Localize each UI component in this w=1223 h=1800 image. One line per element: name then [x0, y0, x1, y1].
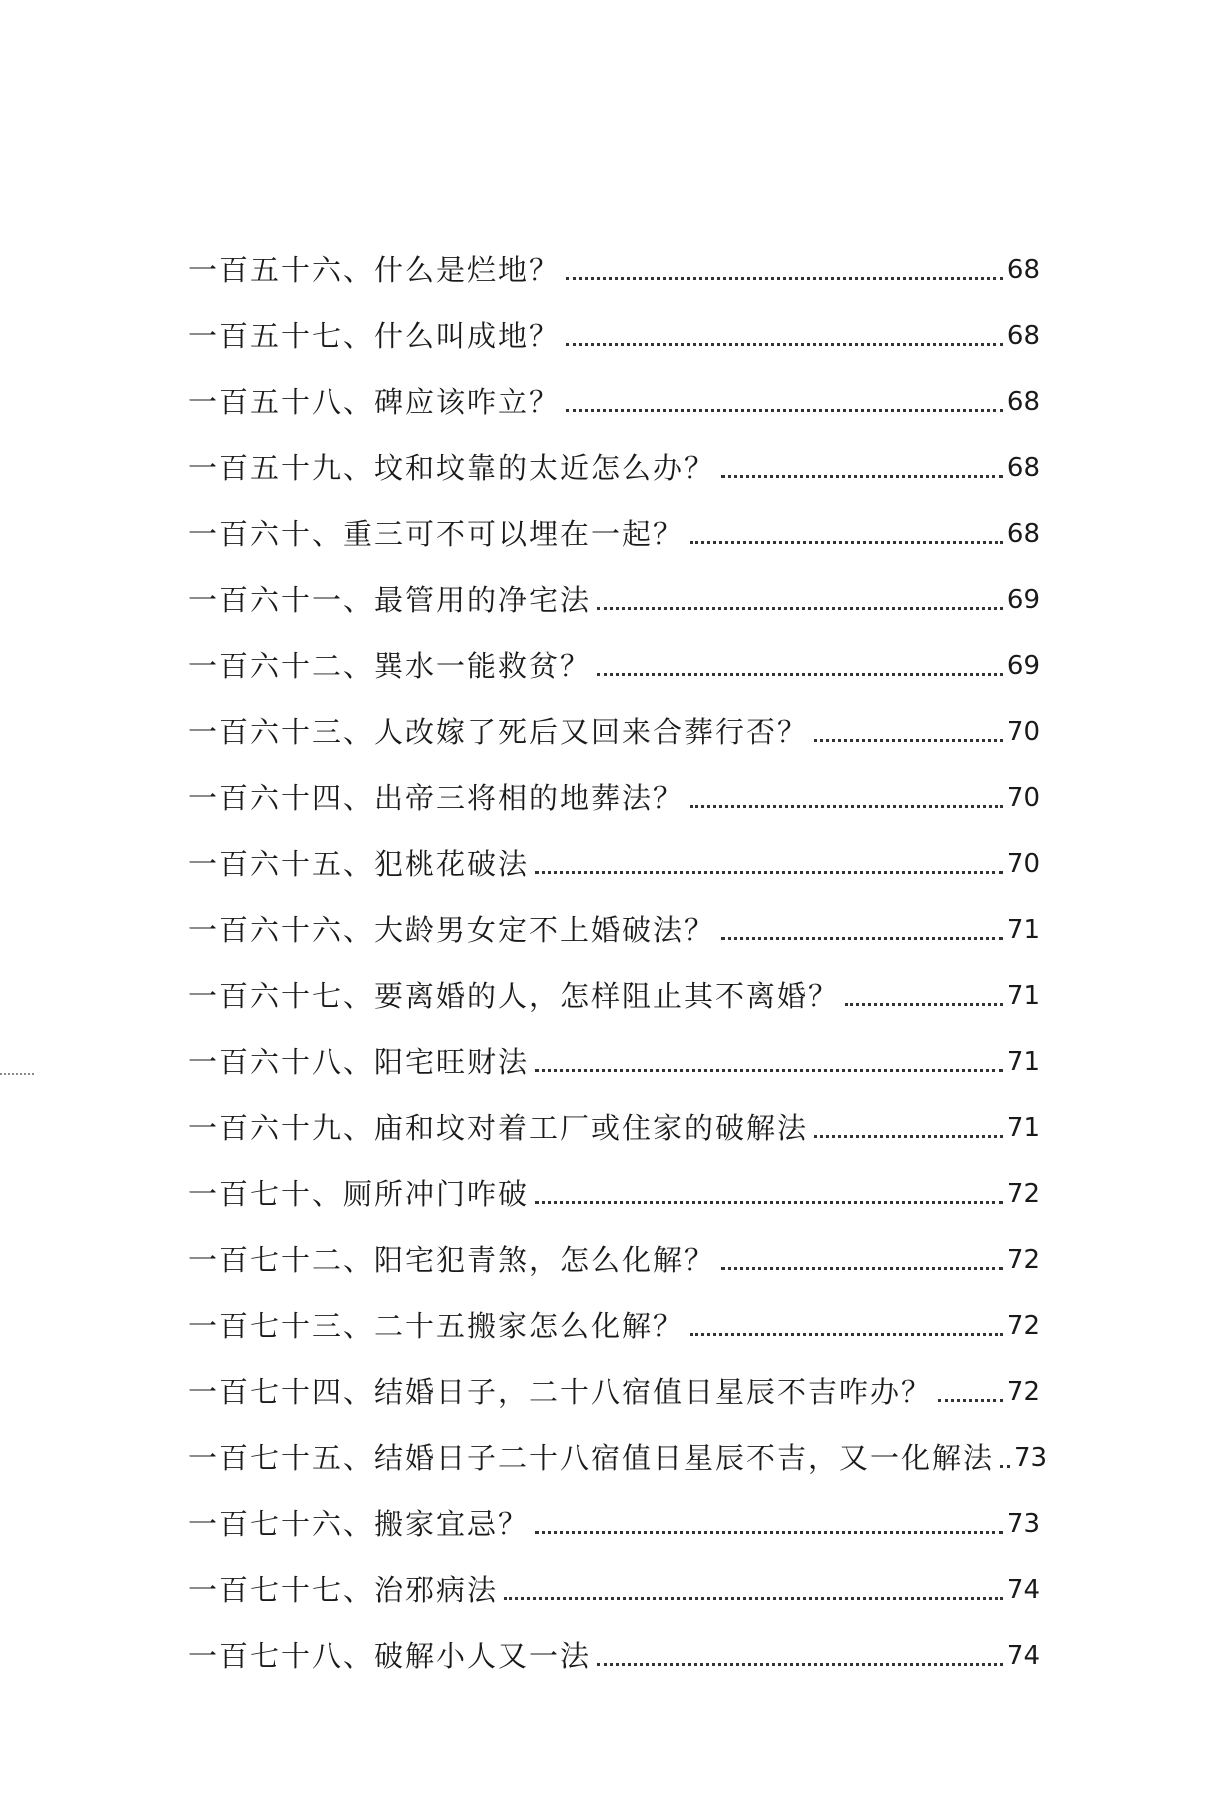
toc-entry-title: 一百五十六、什么是烂地？ — [188, 253, 561, 287]
toc-entry-page-number: 68 — [1006, 387, 1040, 417]
toc-entry-page-number: 68 — [1006, 321, 1040, 351]
toc-entry-title: 一百六十一、最管用的净宅法 — [188, 583, 592, 617]
toc-entry[interactable] — [188, 222, 1040, 288]
toc-entry[interactable] — [188, 750, 1040, 816]
scan-edge-mark — [0, 1073, 34, 1075]
toc-dot-leader — [535, 871, 1003, 874]
toc-entry[interactable] — [188, 288, 1040, 354]
toc-entry-title: 一百七十二、阳宅犯青煞，怎么化解？ — [188, 1243, 716, 1277]
toc-dot-leader — [690, 1333, 1003, 1336]
toc-entry-title: 一百七十、厕所冲门咋破 — [188, 1177, 530, 1211]
toc-dot-leader — [845, 1003, 1003, 1006]
toc-dot-leader — [597, 1663, 1003, 1666]
toc-entry-title: 一百六十、重三可不可以埋在一起？ — [188, 517, 685, 551]
toc-entry-page-number: 68 — [1006, 519, 1040, 549]
toc-entry-title: 一百五十七、什么叫成地？ — [188, 319, 561, 353]
toc-dot-leader — [535, 1069, 1003, 1072]
toc-entry-page-number: 69 — [1006, 651, 1040, 681]
toc-entry-page-number: 71 — [1006, 1047, 1040, 1077]
toc-entry[interactable] — [188, 1080, 1040, 1146]
toc-entry-title: 一百六十六、大龄男女定不上婚破法？ — [188, 913, 716, 947]
toc-entry-page-number: 72 — [1006, 1179, 1040, 1209]
toc-entry-title: 一百五十八、碑应该咋立？ — [188, 385, 561, 419]
toc-dot-leader — [690, 541, 1003, 544]
toc-dot-leader — [535, 1201, 1003, 1204]
toc-entry-page-number: 70 — [1006, 783, 1040, 813]
toc-entry-title: 一百六十五、犯桃花破法 — [188, 847, 530, 881]
toc-entry[interactable] — [188, 420, 1040, 486]
toc-entry[interactable] — [188, 618, 1040, 684]
toc-entry[interactable] — [188, 354, 1040, 420]
toc-entry[interactable] — [188, 1608, 1040, 1674]
toc-dot-leader — [690, 805, 1003, 808]
toc-entry[interactable] — [188, 816, 1040, 882]
toc-entry[interactable] — [188, 1146, 1040, 1212]
toc-dot-leader — [504, 1597, 1003, 1600]
toc-entry-title: 一百六十七、要离婚的人，怎样阻止其不离婚？ — [188, 979, 840, 1013]
toc-dot-leader — [721, 1267, 1003, 1270]
toc-entry-page-number: 69 — [1006, 585, 1040, 615]
toc-dot-leader — [597, 607, 1003, 610]
toc-entry[interactable] — [188, 684, 1040, 750]
toc-entry-page-number: 68 — [1006, 453, 1040, 483]
toc-entry-page-number: 70 — [1006, 849, 1040, 879]
toc-dot-leader — [721, 475, 1003, 478]
toc-dot-leader — [814, 1135, 1003, 1138]
toc-entry[interactable] — [188, 1542, 1040, 1608]
toc-dot-leader — [938, 1399, 1003, 1402]
toc-dot-leader — [535, 1531, 1003, 1534]
toc-entry-title: 一百七十四、结婚日子，二十八宿值日星辰不吉咋办？ — [188, 1375, 933, 1409]
toc-dot-leader — [721, 937, 1003, 940]
toc-entry-page-number: 72 — [1006, 1311, 1040, 1341]
toc-entry-title: 一百六十三、人改嫁了死后又回来合葬行否？ — [188, 715, 809, 749]
toc-dot-leader — [814, 739, 1003, 742]
toc-entry[interactable] — [188, 486, 1040, 552]
toc-entry-page-number: 68 — [1006, 255, 1040, 285]
toc-entry[interactable] — [188, 1014, 1040, 1080]
toc-entry-title: 一百七十七、治邪病法 — [188, 1573, 499, 1607]
toc-entry[interactable] — [188, 1410, 1048, 1476]
toc-entry-page-number: 70 — [1006, 717, 1040, 747]
toc-entry[interactable] — [188, 948, 1040, 1014]
toc-entry-title: 一百六十九、庙和坟对着工厂或住家的破解法 — [188, 1111, 809, 1145]
table-of-contents — [188, 222, 1048, 1674]
toc-entry[interactable] — [188, 1344, 1040, 1410]
toc-entry-page-number: 73 — [1006, 1509, 1040, 1539]
toc-dot-leader — [566, 277, 1003, 280]
toc-dot-leader — [597, 673, 1003, 676]
toc-entry-title: 一百六十二、巽水一能救贫？ — [188, 649, 592, 683]
toc-dot-leader — [566, 343, 1003, 346]
toc-entry-page-number: 73 — [1014, 1443, 1048, 1473]
toc-entry-title: 一百七十五、结婚日子二十八宿值日星辰不吉，又一化解法 — [188, 1441, 995, 1475]
toc-entry-title: 一百六十八、阳宅旺财法 — [188, 1045, 530, 1079]
toc-entry-page-number: 74 — [1006, 1641, 1040, 1671]
toc-entry[interactable] — [188, 1278, 1040, 1344]
toc-entry[interactable] — [188, 552, 1040, 618]
toc-entry[interactable] — [188, 882, 1040, 948]
toc-dot-leader — [566, 409, 1003, 412]
toc-dot-leader — [1000, 1465, 1010, 1468]
toc-entry-title: 一百五十九、坟和坟靠的太近怎么办？ — [188, 451, 716, 485]
toc-entry-page-number: 74 — [1006, 1575, 1040, 1605]
toc-entry-page-number: 71 — [1006, 915, 1040, 945]
toc-entry-title: 一百七十八、破解小人又一法 — [188, 1639, 592, 1673]
toc-entry-page-number: 71 — [1006, 981, 1040, 1011]
toc-entry-title: 一百七十三、二十五搬家怎么化解？ — [188, 1309, 685, 1343]
toc-entry[interactable] — [188, 1212, 1040, 1278]
toc-entry-title: 一百六十四、出帝三将相的地葬法？ — [188, 781, 685, 815]
toc-entry-page-number: 71 — [1006, 1113, 1040, 1143]
toc-entry-page-number: 72 — [1006, 1377, 1040, 1407]
toc-entry[interactable] — [188, 1476, 1040, 1542]
toc-entry-page-number: 72 — [1006, 1245, 1040, 1275]
toc-entry-title: 一百七十六、搬家宜忌？ — [188, 1507, 530, 1541]
